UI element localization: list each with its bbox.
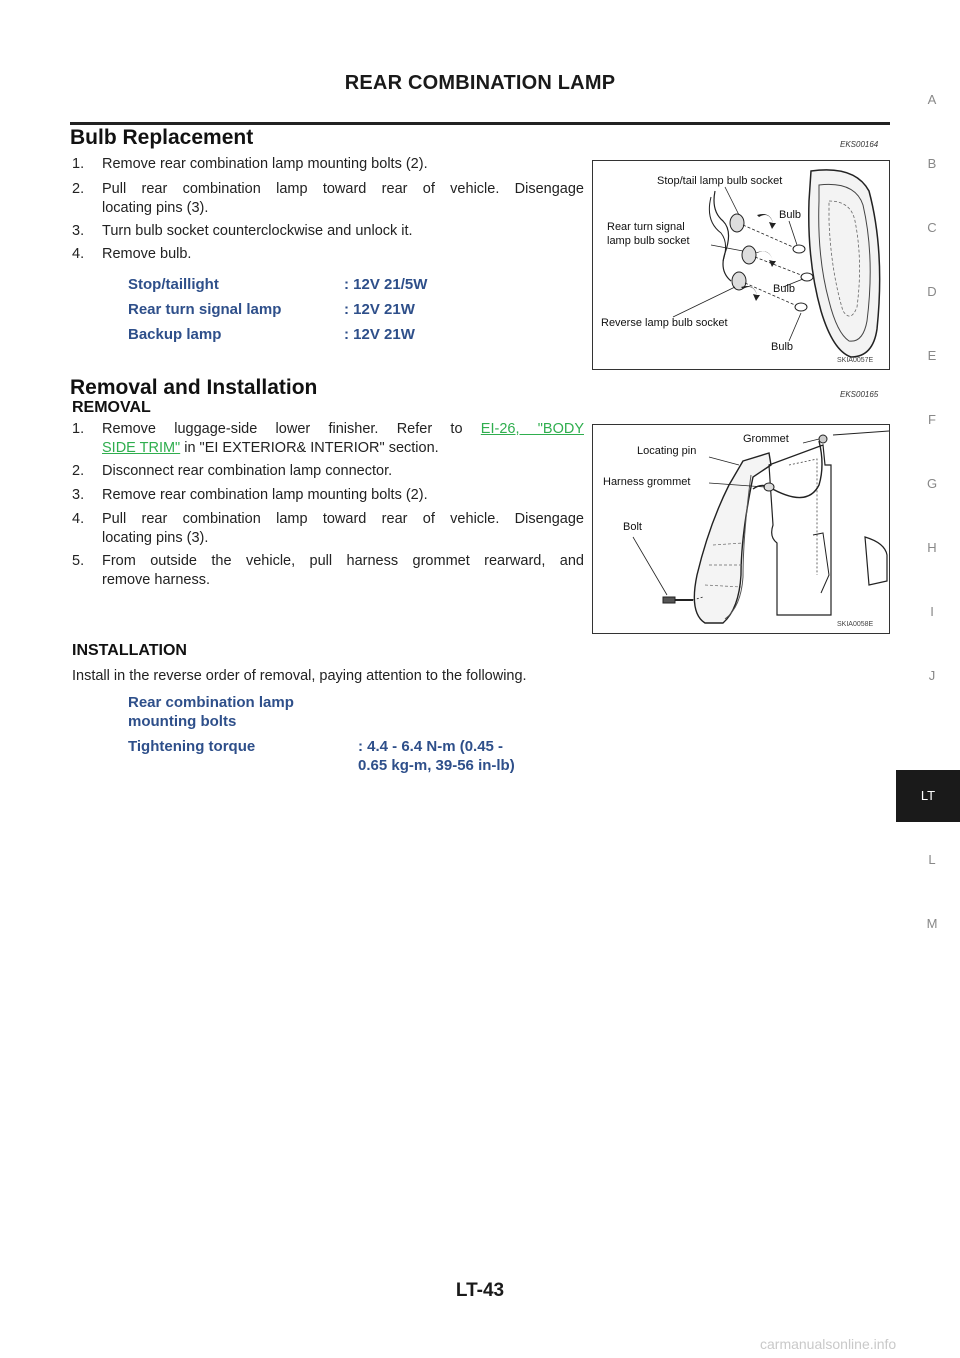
list-item <box>72 180 584 220</box>
section-code: EKS00165 <box>840 390 879 399</box>
figure-label: Bulb <box>771 341 794 353</box>
page-number: LT-43 <box>455 1280 505 1301</box>
section-index-letter[interactable]: C <box>927 220 937 235</box>
figure-label: Grommet <box>743 433 789 445</box>
spec-label: Tightening torque <box>128 738 256 755</box>
list-item <box>72 155 584 175</box>
section-index-letter[interactable]: A <box>927 92 937 107</box>
figure-harness-grommet <box>592 424 890 634</box>
section-index-letter[interactable]: G <box>926 476 938 491</box>
list-item <box>72 420 584 460</box>
section-code: EKS00164 <box>840 140 879 149</box>
spec-label: Rear turn signal lamp <box>128 301 282 318</box>
section-heading-removal-installation: Removal and Installation <box>70 376 318 399</box>
section-index-letter[interactable]: I <box>930 604 934 619</box>
list-item <box>72 222 584 242</box>
step-number: 3. <box>72 487 85 503</box>
section-tab-active[interactable]: LT <box>896 770 960 822</box>
spec-label: Backup lamp <box>128 326 222 343</box>
step-number: 1. <box>72 421 85 437</box>
spec-label: mounting bolts <box>128 713 237 730</box>
section-index-letter[interactable]: H <box>927 540 937 555</box>
section-index-letter[interactable]: J <box>928 668 936 683</box>
link-ei-26-body-side-trim[interactable]: EI-26, "BODY <box>480 421 584 437</box>
page-header-title: REAR COMBINATION LAMP <box>344 72 616 94</box>
step-number: 1. <box>72 156 85 172</box>
section-index-letter[interactable]: M <box>926 916 938 931</box>
spec-label: Stop/taillight <box>128 276 219 293</box>
spec-value: : 4.4 - 6.4 N-m (0.45 - <box>358 738 504 755</box>
list-item <box>72 245 584 265</box>
step-text: remove harness. <box>102 572 210 588</box>
figure-label: lamp bulb socket <box>607 235 690 247</box>
spec-value: 0.65 kg-m, 39-56 in-lb) <box>358 757 515 774</box>
figure-label: Stop/tail lamp bulb socket <box>657 175 783 187</box>
step-number: 2. <box>72 463 85 479</box>
step-text: Pull rear combination lamp toward rear of vehicle. Disengage <box>102 181 584 197</box>
figure-label: Reverse lamp bulb socket <box>601 317 728 329</box>
step-text: Remove rear combination lamp mounting bolts (2). <box>102 156 428 172</box>
list-item <box>72 486 584 506</box>
step-text: locating pins (3). <box>102 200 209 216</box>
list-item <box>72 552 584 592</box>
header-rule <box>70 122 890 125</box>
spec-value: : 12V 21W <box>344 326 415 343</box>
step-text: Remove bulb. <box>102 246 192 262</box>
figure-id: SKIA0057E <box>837 357 874 364</box>
step-text: From outside the vehicle, pull harness grommet rearward, and <box>102 553 584 569</box>
figure-label: Bolt <box>623 521 642 533</box>
figure-bulb-sockets <box>592 160 890 370</box>
figure-label: Harness grommet <box>603 476 691 488</box>
subheading-installation: INSTALLATION <box>72 642 187 659</box>
section-index-letter[interactable]: F <box>928 412 936 427</box>
step-number: 5. <box>72 553 85 569</box>
step-text-part: Remove luggage-side lower finisher. Refer to <box>102 421 481 437</box>
step-text: Pull rear combination lamp toward rear of vehicle. Disengage <box>102 511 584 527</box>
figure-label: Locating pin <box>637 445 697 457</box>
watermark: carmanualsonline.info <box>760 1336 897 1352</box>
section-index-letter[interactable]: D <box>927 284 937 299</box>
figure-label: Bulb <box>779 209 802 221</box>
step-text: Turn bulb socket counterclockwise and unlock it. <box>102 223 413 239</box>
step-text-part: in "EI EXTERIOR& INTERIOR" section. <box>180 440 439 456</box>
step-text <box>102 439 584 458</box>
list-item <box>72 462 584 482</box>
step-number: 4. <box>72 246 85 262</box>
installation-text: Install in the reverse order of removal, paying attention to the following. <box>72 668 527 684</box>
bulb-socket-diagram <box>593 161 889 369</box>
figure-label: Bulb <box>773 283 796 295</box>
step-text: Disconnect rear combination lamp connector. <box>102 463 393 479</box>
step-number: 3. <box>72 223 85 239</box>
subheading-removal: REMOVAL <box>72 399 151 416</box>
step-text <box>102 420 584 439</box>
spec-value: : 12V 21/5W <box>344 276 428 293</box>
list-item <box>72 510 584 550</box>
section-heading-bulb-replacement: Bulb Replacement <box>70 126 254 149</box>
section-index-letter[interactable]: B <box>927 156 937 171</box>
step-number: 2. <box>72 181 85 197</box>
step-text: Remove rear combination lamp mounting bolts (2). <box>102 487 428 503</box>
section-index-letter[interactable]: E <box>927 348 937 363</box>
link-ei-26-body-side-trim-cont[interactable]: SIDE TRIM" <box>102 440 181 456</box>
step-number: 4. <box>72 511 85 527</box>
step-text: locating pins (3). <box>102 530 209 546</box>
section-index-letter[interactable]: L <box>928 852 936 867</box>
figure-label: Rear turn signal <box>607 221 685 233</box>
spec-label: Rear combination lamp <box>128 694 294 711</box>
figure-id: SKIA0058E <box>837 621 874 628</box>
spec-value: : 12V 21W <box>344 301 415 318</box>
